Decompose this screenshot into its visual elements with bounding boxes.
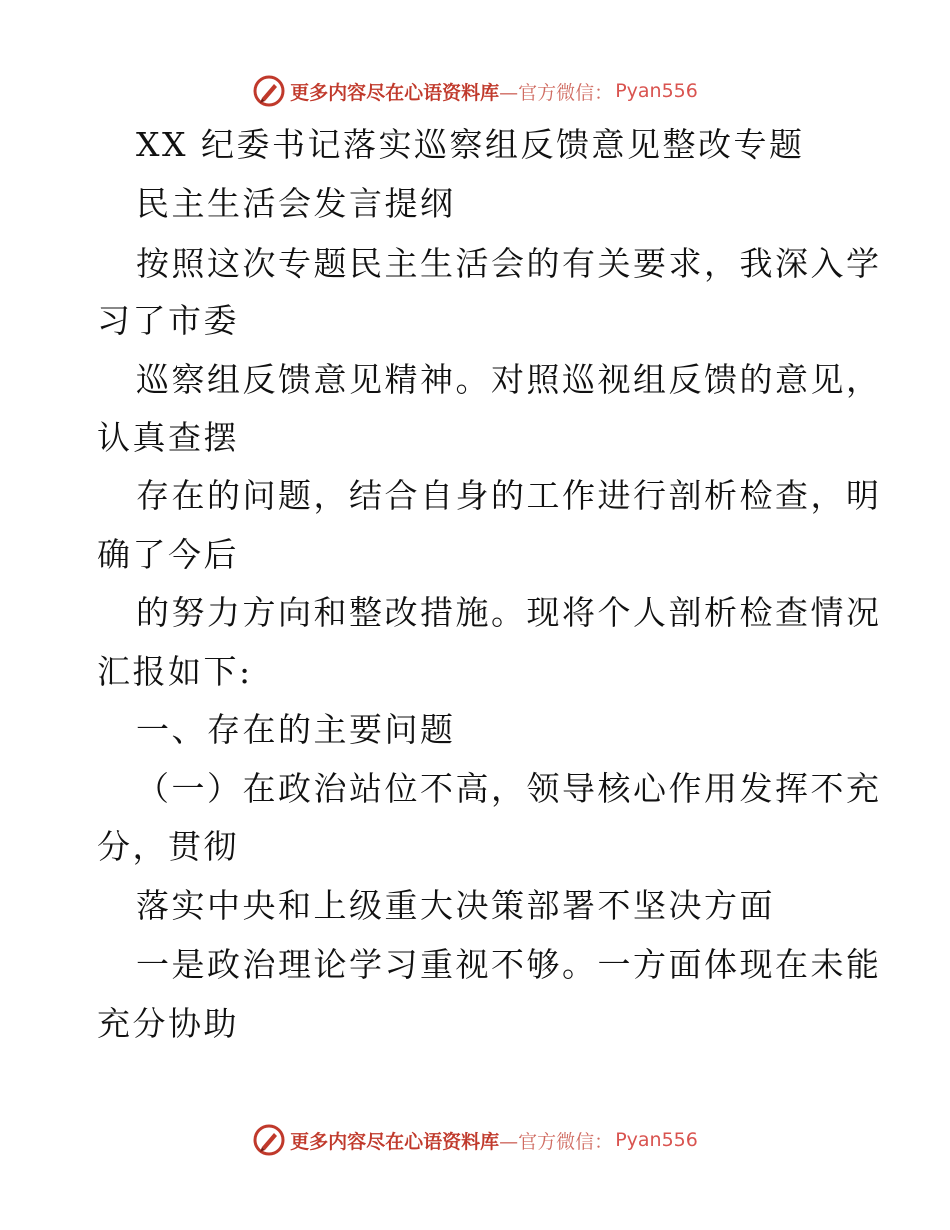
subsection-heading-line: （一）在政治站位不高，领导核心作用发挥不充	[136, 769, 882, 808]
banner-wechat-id: Pyan556	[615, 80, 698, 102]
banner-main-text: 更多内容尽在心语资料库	[290, 1130, 500, 1153]
paragraph-line: 确了今后	[97, 535, 239, 574]
paragraph-line: 按照这次专题民主生活会的有关要求，我深入学	[136, 244, 882, 283]
banner-separator-text: —官方微信：	[499, 81, 614, 104]
paragraph-line: 充分协助	[97, 1004, 239, 1043]
header-watermark-banner	[0, 71, 950, 111]
document-title-line-2: 民主生活会发言提纲	[136, 184, 456, 223]
paragraph-line: 的努力方向和整改措施。现将个人剖析检查情况	[136, 593, 882, 632]
subsection-heading-line: 落实中央和上级重大决策部署不坚决方面	[136, 886, 775, 925]
banner-main-text: 更多内容尽在心语资料库	[290, 81, 500, 104]
footer-watermark-banner	[0, 1120, 950, 1160]
paragraph-line: 巡察组反馈意见精神。对照巡视组反馈的意见，	[136, 360, 882, 399]
banner-separator-text: —官方微信：	[499, 1130, 614, 1153]
pen-logo-icon	[252, 1123, 286, 1157]
subsection-heading-line: 分，贯彻	[97, 827, 239, 866]
paragraph-line: 习了市委	[97, 301, 239, 340]
section-heading: 一、存在的主要问题	[136, 710, 456, 749]
paragraph-line: 认真查摆	[97, 418, 239, 457]
banner-wechat-id: Pyan556	[615, 1129, 698, 1151]
paragraph-line: 汇报如下:	[97, 652, 253, 691]
paragraph-line: 一是政治理论学习重视不够。一方面体现在未能	[136, 945, 882, 984]
pen-logo-icon	[252, 74, 286, 108]
document-title-line-1: XX 纪委书记落实巡察组反馈意见整改专题	[136, 125, 805, 164]
paragraph-line: 存在的问题，结合自身的工作进行剖析检查，明	[136, 476, 882, 515]
